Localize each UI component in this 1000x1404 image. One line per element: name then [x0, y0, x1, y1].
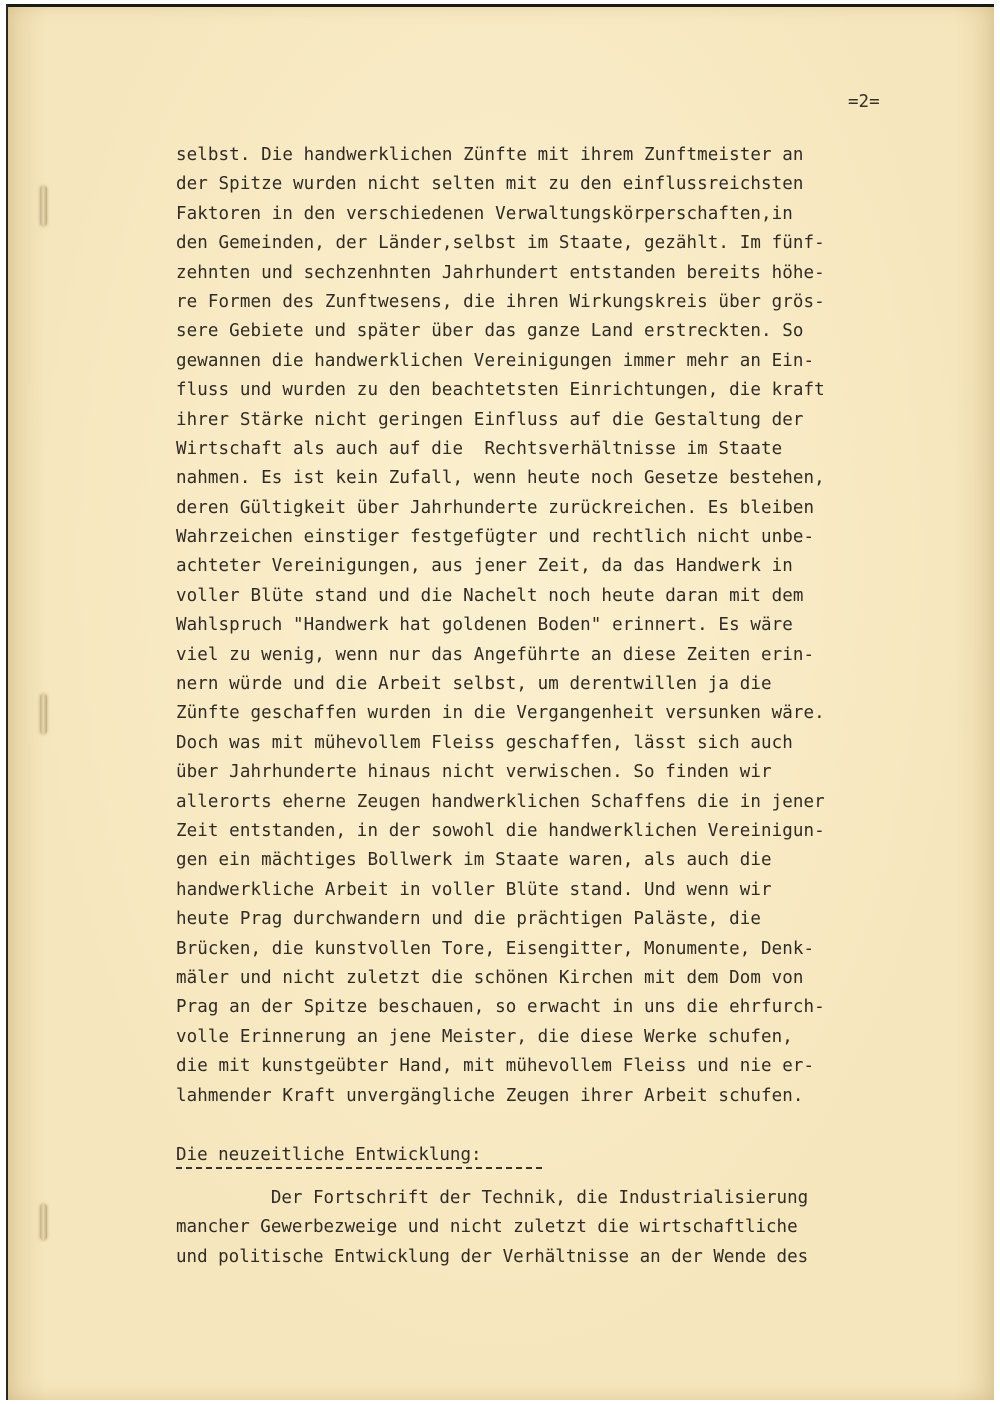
text-line: viel zu wenig, wenn nur das Angeführte an diese Zeiten erin-: [176, 644, 815, 665]
section-heading-underline: [176, 1167, 542, 1169]
text-line: die mit kunstgeübter Hand, mit mühevollem Fleiss und nie er-: [176, 1056, 815, 1077]
staple-hole-mark: [40, 694, 47, 734]
text-line: zehnten und sechzenhnten Jahrhundert entstanden bereits höhe-: [176, 262, 825, 283]
text-line: voller Blüte stand und die Nachelt noch heute daran mit dem: [176, 585, 804, 606]
section-heading: Die neuzeitliche Entwicklung:: [176, 1145, 482, 1165]
text-line: und politische Entwicklung der Verhältnisse an der Wende des: [176, 1246, 809, 1267]
page-number: =2=: [848, 92, 880, 112]
text-line: handwerkliche Arbeit in voller Blüte stand. Und wenn wir: [176, 879, 772, 900]
paragraph-2: [176, 1184, 916, 1272]
text-line: re Formen des Zunftwesens, die ihren Wirkungskreis über grös-: [176, 291, 825, 312]
text-line: heute Prag durchwandern und die prächtigen Paläste, die: [176, 909, 761, 930]
text-line: Wahlspruch "Handwerk hat goldenen Boden" erinnert. Es wäre: [176, 615, 793, 636]
text-line: mancher Gewerbezweige und nicht zuletzt die wirtschaftliche: [176, 1217, 798, 1238]
page-edge-top: [6, 4, 994, 7]
text-line: Faktoren in den verschiedenen Verwaltungskörperschaften,in: [176, 203, 793, 224]
page-edge-left: [6, 4, 8, 1400]
staple-hole-mark: [40, 1204, 47, 1240]
text-line: mäler und nicht zuletzt die schönen Kirchen mit dem Dom von: [176, 967, 804, 988]
text-line: selbst. Die handwerklichen Zünfte mit ihrem Zunftmeister an: [176, 145, 804, 165]
text-line: nahmen. Es ist kein Zufall, wenn heute noch Gesetze bestehen,: [176, 468, 825, 489]
text-line: über Jahrhunderte hinaus nicht verwischen. So finden wir: [176, 762, 772, 783]
text-line: volle Erinnerung an jene Meister, die diese Werke schufen,: [176, 1026, 793, 1047]
text-line: Wahrzeichen einstiger festgefügter und rechtlich nicht unbe-: [176, 527, 815, 548]
text-line: Brücken, die kunstvollen Tore, Eisengitter, Monumente, Denk-: [176, 938, 815, 959]
text-line: lahmender Kraft unvergängliche Zeugen ihrer Arbeit schufen.: [176, 1085, 804, 1106]
text-line: Doch was mit mühevollem Fleiss geschaffen, lässt sich auch: [176, 732, 793, 753]
text-line: Der Fortschrift der Technik, die Industrialisierung: [176, 1188, 809, 1208]
text-line: nern würde und die Arbeit selbst, um derentwillen ja die: [176, 674, 772, 695]
text-line: Prag an der Spitze beschauen, so erwacht in uns die ehrfurch-: [176, 997, 825, 1018]
text-line: ihrer Stärke nicht geringen Einfluss auf die Gestaltung der: [176, 409, 804, 430]
text-line: achteter Vereinigungen, aus jener Zeit, da das Handwerk in: [176, 556, 793, 577]
text-line: sere Gebiete und später über das ganze Land erstreckten. So: [176, 321, 804, 342]
text-line: der Spitze wurden nicht selten mit zu den einflussreichsten: [176, 174, 804, 195]
document-page: [6, 4, 994, 1400]
text-line: deren Gültigkeit über Jahrhunderte zurückreichen. Es bleiben: [176, 497, 815, 518]
text-line: den Gemeinden, der Länder,selbst im Staate, gezählt. Im fünf-: [176, 233, 825, 254]
text-line: gewannen die handwerklichen Vereinigungen immer mehr an Ein-: [176, 350, 815, 371]
text-line: gen ein mächtiges Bollwerk im Staate waren, als auch die: [176, 850, 772, 871]
staple-hole-mark: [40, 186, 47, 226]
text-line: allerorts eherne Zeugen handwerklichen Schaffens die in jener: [176, 791, 825, 812]
text-line: Wirtschaft als auch auf die Rechtsverhältnisse im Staate: [176, 438, 783, 459]
text-line: Zünfte geschaffen wurden in die Vergangenheit versunken wäre.: [176, 703, 825, 724]
paragraph-1: [176, 141, 916, 1111]
text-line: fluss und wurden zu den beachtetsten Einrichtungen, die kraft: [176, 380, 825, 401]
text-line: Zeit entstanden, in der sowohl die handwerklichen Vereinigun-: [176, 820, 825, 841]
